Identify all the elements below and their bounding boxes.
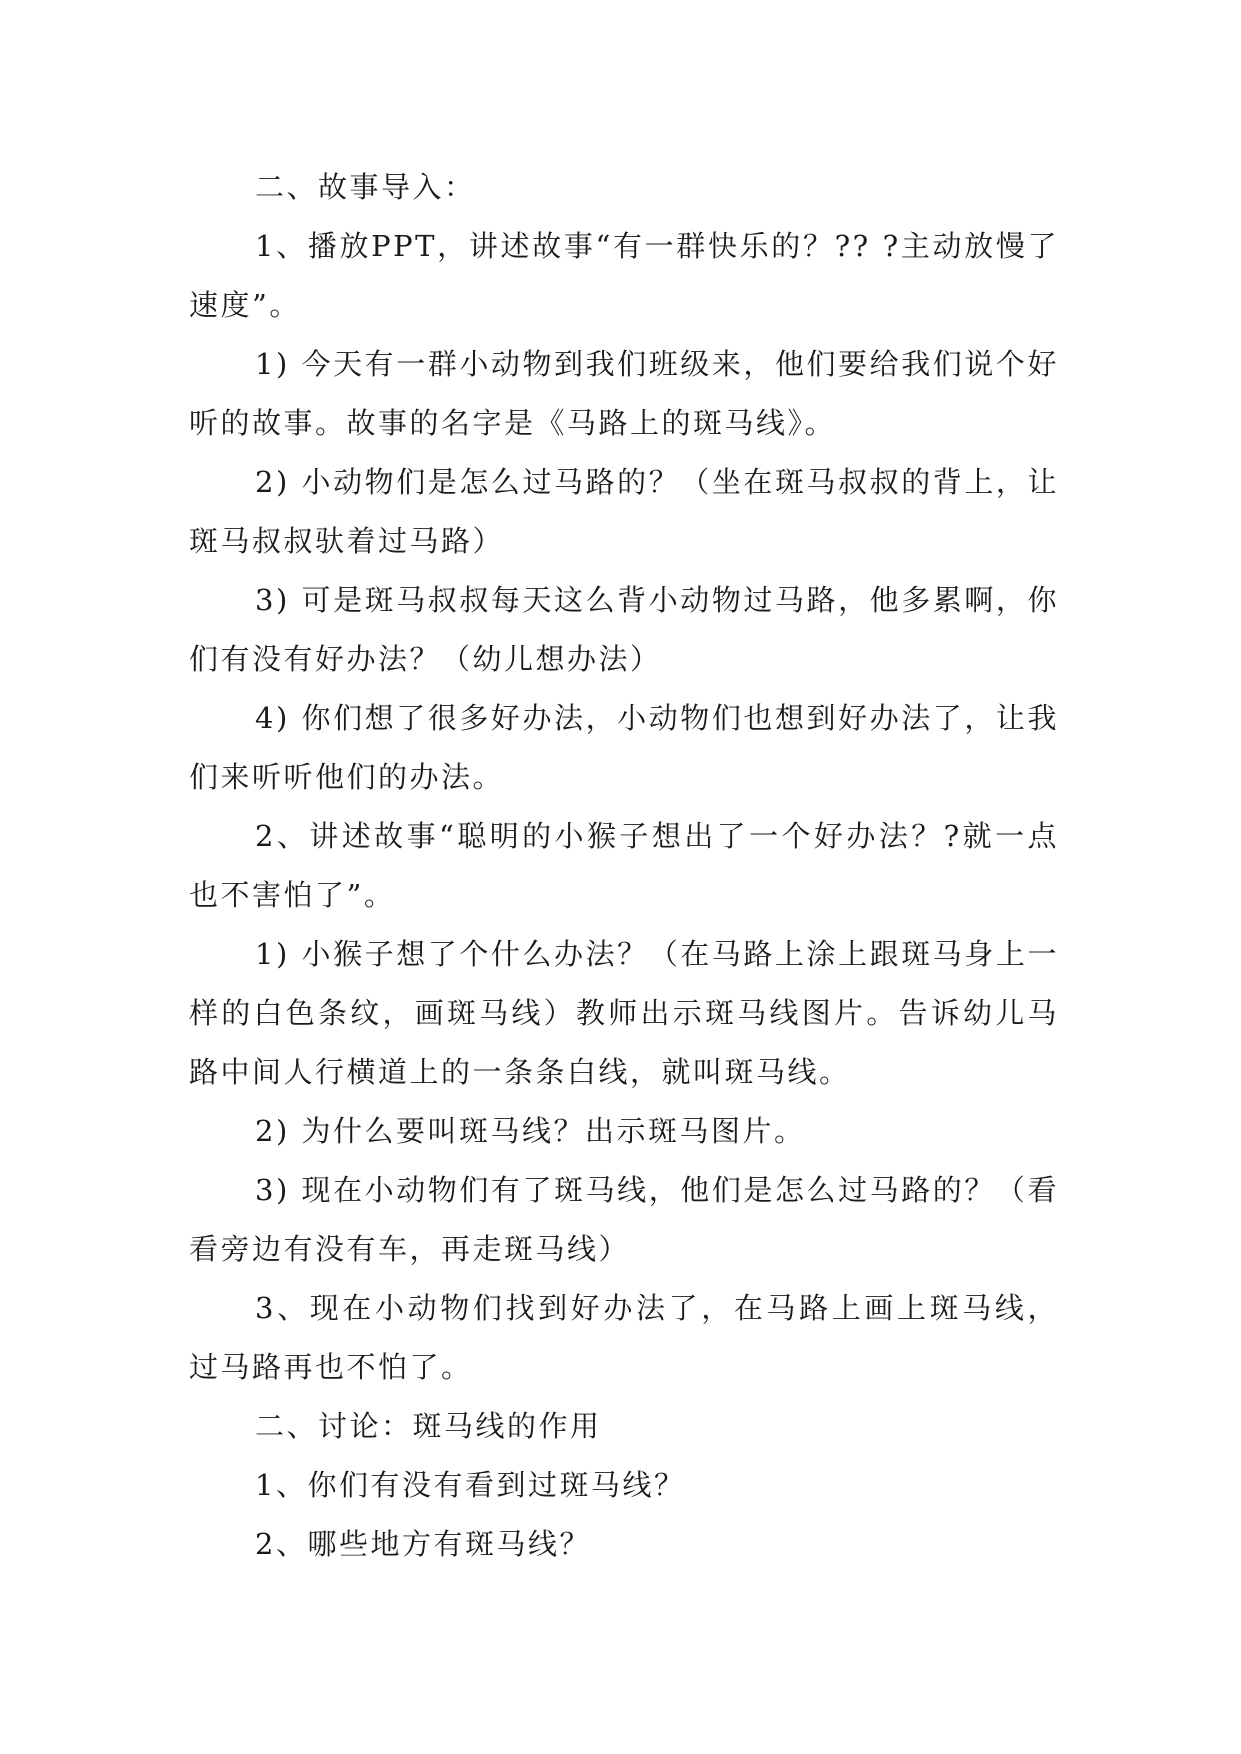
section-heading-story-intro: 二、故事导入： bbox=[255, 170, 476, 204]
step-1-question-2: 2) 小动物们是怎么过马路的？（坐在斑马叔叔的背上，让斑马叔叔驮着过马路） bbox=[189, 465, 1059, 558]
step-1-question-1: 1) 今天有一群小动物到我们班级来，他们要给我们说个好听的故事。故事的名字是《马路上的斑马线》。 bbox=[189, 347, 1059, 440]
step-1-question-3: 3) 可是斑马叔叔每天这么背小动物过马路，他多累啊，你们有没有好办法？（幼儿想办法） bbox=[189, 583, 1059, 676]
step-2-question-3: 3) 现在小动物们有了斑马线，他们是怎么过马路的？（看看旁边有没有车，再走斑马线） bbox=[189, 1173, 1059, 1266]
step-2-question-1: 1) 小猴子想了个什么办法？（在马路上涂上跟斑马身上一样的白色条纹，画斑马线）教师出示斑马线图片。告诉幼儿马路中间人行横道上的一条条白线，就叫斑马线。 bbox=[189, 937, 1059, 1089]
discussion-question-2: 2、哪些地方有斑马线？ bbox=[255, 1527, 591, 1561]
discussion-question-1: 1、你们有没有看到过斑马线？ bbox=[255, 1468, 686, 1502]
section-heading-discussion: 二、讨论：斑马线的作用 bbox=[255, 1409, 602, 1443]
document-body bbox=[189, 158, 1059, 1574]
step-2-question-2: 2) 为什么要叫斑马线？出示斑马图片。 bbox=[255, 1114, 806, 1148]
step-2-tell-story: 2、讲述故事“聪明的小猴子想出了一个好办法？?就一点也不害怕了”。 bbox=[189, 819, 1059, 912]
step-1-question-4: 4) 你们想了很多好办法，小动物们也想到好办法了，让我们来听听他们的办法。 bbox=[189, 701, 1059, 794]
step-1-play-ppt: 1、播放PPT，讲述故事“有一群快乐的？?? ?主动放慢了速度”。 bbox=[189, 229, 1059, 322]
step-3-conclusion: 3、现在小动物们找到好办法了，在马路上画上斑马线，过马路再也不怕了。 bbox=[189, 1291, 1059, 1384]
